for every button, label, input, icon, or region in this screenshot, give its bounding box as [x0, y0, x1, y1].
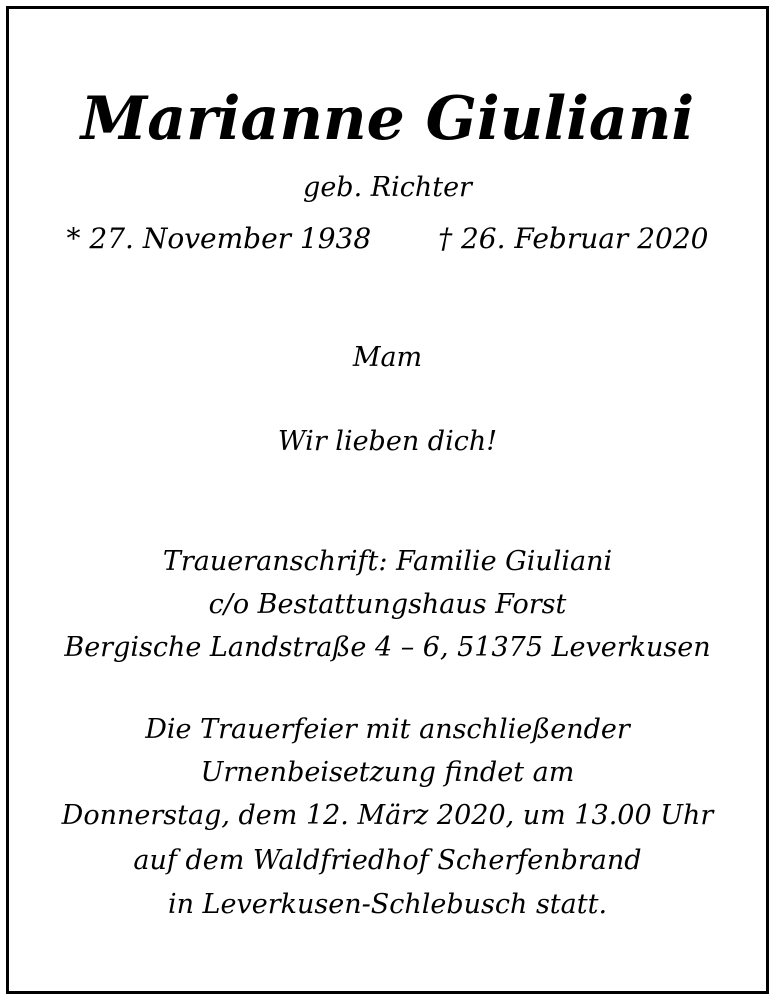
life-dates	[0, 222, 775, 255]
address-line: Traueranschrift: Familie Giuliani	[162, 546, 613, 577]
deceased-name: Marianne Giuliani	[80, 84, 695, 154]
ceremony-line: Urnenbeisetzung findet am	[200, 757, 575, 788]
address-line: c/o Bestattungshaus Forst	[208, 589, 567, 620]
ceremony-line: Donnerstag, dem 12. März 2020, um 13.00 Uhr	[61, 800, 714, 831]
message: Wir lieben dich!	[277, 426, 498, 457]
birth-date: * 27. November 1938	[66, 222, 372, 255]
address-line: Bergische Landstraße 4 – 6, 51375 Leverkusen	[64, 632, 711, 663]
dedication: Mam	[352, 342, 423, 373]
ceremony-line: in Leverkusen-Schlebusch statt.	[167, 889, 608, 920]
maiden-name: geb. Richter	[303, 172, 472, 203]
ceremony-line: Die Trauerfeier mit anschließender	[145, 714, 630, 745]
death-date: † 26. Februar 2020	[438, 222, 709, 255]
ceremony-line: auf dem Waldfriedhof Scherfenbrand	[133, 845, 642, 876]
